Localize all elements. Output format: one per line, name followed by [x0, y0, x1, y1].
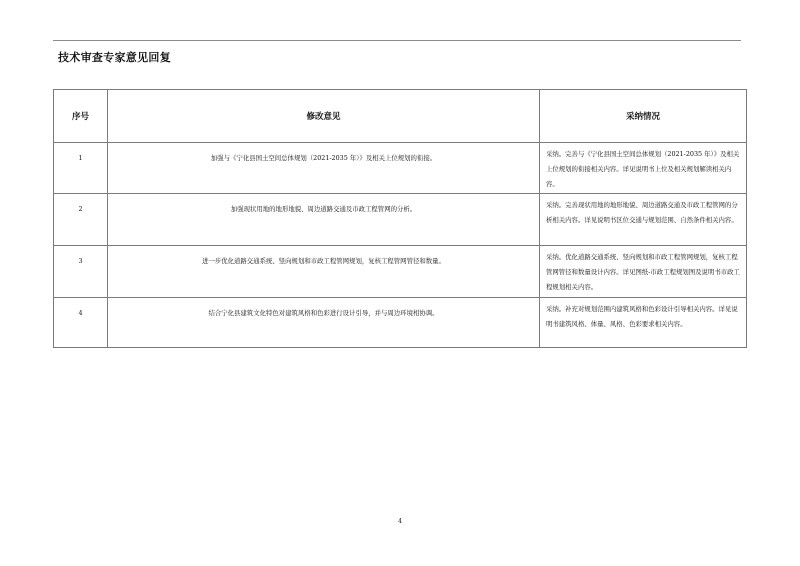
- row-seq: 2: [54, 194, 108, 246]
- row-seq: 4: [54, 298, 108, 348]
- page-number: 4: [398, 518, 402, 525]
- document-title: 技术审查专家意见回复: [58, 51, 171, 64]
- row-adoption: 采纳。优化道路交通系统、竖向规划和市政工程管网规划，复核工程管网管径和数量设计内容。详见图纸-市政工程规划图及说明书市政工程规划相关内容。: [540, 246, 747, 298]
- table-row: [54, 194, 747, 246]
- table-row: [54, 246, 747, 298]
- table-header-row: [54, 90, 747, 143]
- row-adoption: 采纳。完善与《宁化县国土空间总体规划（2021-2035 年）》及相关上位规划的衔接相关内容。详见说明书上位及相关规划解读相关内容。: [540, 143, 747, 194]
- header-rule: [53, 40, 741, 41]
- row-opinion: 结合宁化县建筑文化特色对建筑风格和色彩进行设计引导，并与周边环境相协调。: [108, 298, 540, 348]
- row-opinion: 进一步优化道路交通系统、竖向规划和市政工程管网规划，复核工程管网管径和数量。: [108, 246, 540, 298]
- row-opinion: 加强现状用地的地形地貌、周边道路交通及市政工程管网的分析。: [108, 194, 540, 246]
- column-header-seq: 序号: [54, 90, 108, 143]
- row-seq: 1: [54, 143, 108, 194]
- column-header-adoption: 采纳情况: [540, 90, 747, 143]
- table-row: [54, 298, 747, 348]
- row-adoption: 采纳。补充对规划范围内建筑风格和色彩设计引导相关内容。详见说明书建筑风格、体量、风格、色彩要求相关内容。: [540, 298, 747, 348]
- row-opinion: 加强与《宁化县国土空间总体规划（2021-2035 年）》及相关上位规划的衔接。: [108, 143, 540, 194]
- table-row: [54, 143, 747, 194]
- review-table: [53, 89, 747, 348]
- row-adoption: 采纳。完善现状用地的地形地貌、周边道路交通及市政工程管网的分析相关内容。详见说明书区位交通与规划范围、自然条件相关内容。: [540, 194, 747, 246]
- column-header-opinion: 修改意见: [108, 90, 540, 143]
- row-seq: 3: [54, 246, 108, 298]
